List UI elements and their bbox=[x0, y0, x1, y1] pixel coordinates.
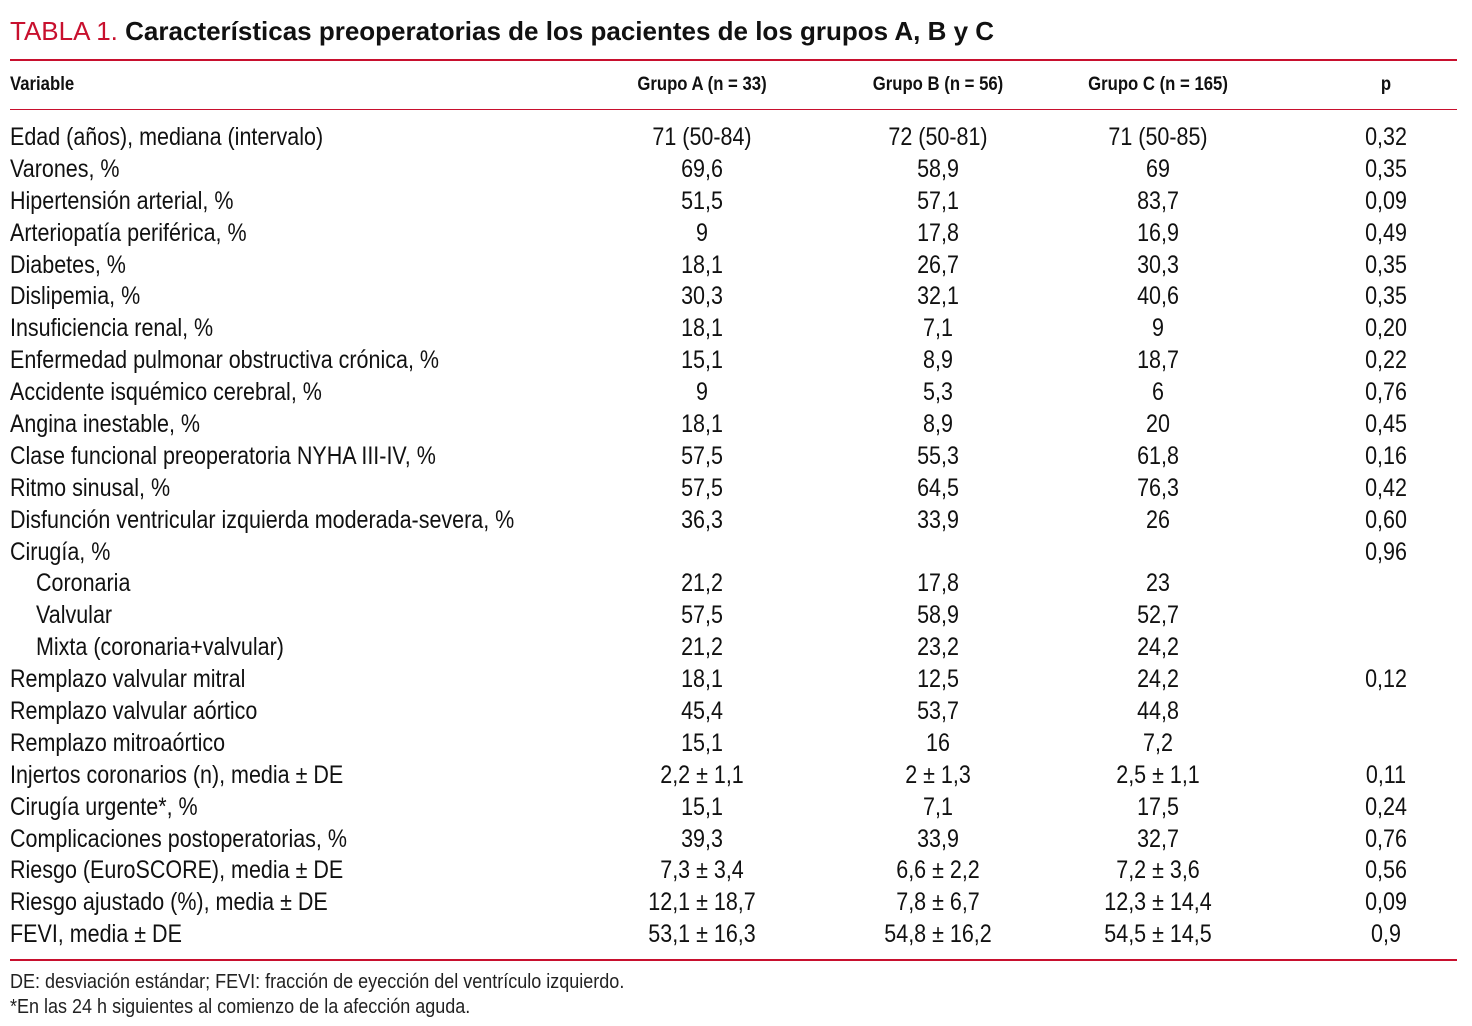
cell-group-a: 71 (50-84) bbox=[652, 123, 752, 151]
table-row bbox=[0, 886, 1472, 918]
cell-group-a: 15,1 bbox=[681, 792, 723, 821]
cell-group-a: 57,5 bbox=[681, 441, 723, 470]
row-label: Riesgo ajustado (%), media ± DE bbox=[10, 888, 328, 917]
cell-group-c: 52,7 bbox=[1137, 601, 1179, 630]
row-label: Complicaciones postoperatorias, % bbox=[10, 824, 347, 853]
table-row bbox=[0, 854, 1472, 886]
row-label: Remplazo valvular mitral bbox=[10, 665, 246, 694]
cell-group-c: 83,7 bbox=[1137, 186, 1179, 215]
cell-group-b: 7,8 ± 6,7 bbox=[896, 888, 980, 917]
cell-group-a: 21,2 bbox=[681, 569, 723, 598]
cell-p-value: 0,56 bbox=[1365, 856, 1407, 885]
cell-group-a: 57,5 bbox=[681, 473, 723, 502]
table-row bbox=[0, 504, 1472, 536]
cell-group-a: 51,5 bbox=[681, 186, 723, 215]
table-row bbox=[0, 344, 1472, 376]
cell-group-b: 33,9 bbox=[917, 824, 959, 853]
row-label: Remplazo mitroaórtico bbox=[10, 728, 226, 757]
cell-group-a: 53,1 ± 16,3 bbox=[648, 920, 756, 949]
cell-group-c: 7,2 bbox=[1143, 728, 1173, 757]
row-label: Varones, % bbox=[10, 154, 120, 183]
cell-group-b: 12,5 bbox=[917, 665, 959, 694]
cell-p-value: 0,11 bbox=[1365, 760, 1407, 789]
cell-p-value: 0,20 bbox=[1365, 314, 1407, 343]
row-label: Riesgo (EuroSCORE), media ± DE bbox=[10, 856, 344, 885]
cell-group-b: 16 bbox=[926, 728, 950, 757]
row-label: Edad (años), mediana (intervalo) bbox=[10, 123, 324, 151]
table-row bbox=[0, 823, 1472, 855]
table-row bbox=[0, 440, 1472, 472]
row-label: Hipertensión arterial, % bbox=[10, 186, 234, 215]
header-group-a: Grupo A (n = 33) bbox=[637, 74, 767, 95]
cell-group-a: 30,3 bbox=[681, 282, 723, 311]
cell-group-a: 69,6 bbox=[681, 154, 723, 183]
cell-group-c: 9 bbox=[1152, 314, 1164, 343]
footnote-urgent: *En las 24 h siguientes al comienzo de la afección aguda. bbox=[10, 996, 471, 1018]
cell-group-c: 61,8 bbox=[1137, 441, 1179, 470]
table-row bbox=[0, 727, 1472, 759]
cell-p-value: 0,76 bbox=[1365, 378, 1407, 407]
cell-group-c: 76,3 bbox=[1137, 473, 1179, 502]
footnotes bbox=[10, 970, 693, 1020]
table-row bbox=[0, 249, 1472, 281]
row-label: Injertos coronarios (n), media ± DE bbox=[10, 760, 344, 789]
cell-p-value: 0,45 bbox=[1365, 410, 1407, 439]
table-row bbox=[0, 918, 1472, 950]
cell-group-b: 17,8 bbox=[917, 569, 959, 598]
cell-p-value: 0,09 bbox=[1365, 888, 1407, 917]
cell-p-value: 0,42 bbox=[1365, 473, 1407, 502]
table-row bbox=[0, 759, 1472, 791]
cell-group-c: 44,8 bbox=[1137, 697, 1179, 726]
cell-group-c: 2,5 ± 1,1 bbox=[1116, 760, 1200, 789]
cell-group-a: 12,1 ± 18,7 bbox=[648, 888, 756, 917]
table-row bbox=[0, 121, 1472, 153]
cell-group-a: 18,1 bbox=[681, 250, 723, 279]
row-label: Mixta (coronaria+valvular) bbox=[36, 633, 284, 662]
cell-group-a: 7,3 ± 3,4 bbox=[660, 856, 744, 885]
cell-group-a: 21,2 bbox=[681, 633, 723, 662]
row-label: Disfunción ventricular izquierda moderada-severa, % bbox=[10, 505, 515, 534]
table-row bbox=[0, 217, 1472, 249]
cell-group-b: 32,1 bbox=[917, 282, 959, 311]
row-label: Coronaria bbox=[36, 569, 131, 598]
cell-group-c: 6 bbox=[1152, 378, 1164, 407]
cell-group-b: 2 ± 1,3 bbox=[905, 760, 971, 789]
table-row bbox=[0, 376, 1472, 408]
cell-group-b: 33,9 bbox=[917, 505, 959, 534]
cell-group-b: 6,6 ± 2,2 bbox=[896, 856, 980, 885]
cell-p-value: 0,60 bbox=[1365, 505, 1407, 534]
row-label: FEVI, media ± DE bbox=[10, 920, 182, 949]
table-title bbox=[10, 14, 994, 48]
table-row bbox=[0, 567, 1472, 599]
row-label: Cirugía, % bbox=[10, 537, 111, 566]
cell-group-a: 18,1 bbox=[681, 410, 723, 439]
table-caption: Características preoperatorias de los pacientes de los grupos A, B y C bbox=[125, 16, 995, 46]
cell-p-value: 0,96 bbox=[1365, 537, 1407, 566]
cell-group-a: 57,5 bbox=[681, 601, 723, 630]
cell-group-b: 23,2 bbox=[917, 633, 959, 662]
cell-group-c: 23 bbox=[1146, 569, 1170, 598]
cell-group-b: 8,9 bbox=[923, 410, 953, 439]
cell-group-a: 18,1 bbox=[681, 665, 723, 694]
cell-group-a: 9 bbox=[696, 218, 708, 247]
cell-group-b: 64,5 bbox=[917, 473, 959, 502]
cell-group-c: 54,5 ± 14,5 bbox=[1104, 920, 1212, 949]
header-variable: Variable bbox=[10, 74, 75, 95]
cell-group-b: 17,8 bbox=[917, 218, 959, 247]
cell-group-b: 72 (50-81) bbox=[888, 123, 988, 151]
cell-p-value: 0,9 bbox=[1371, 920, 1401, 949]
row-label: Valvular bbox=[36, 601, 113, 630]
table-row bbox=[0, 312, 1472, 344]
bottom-rule bbox=[10, 959, 1457, 961]
row-label: Insuficiencia renal, % bbox=[10, 314, 214, 343]
cell-p-value: 0,35 bbox=[1365, 250, 1407, 279]
cell-group-a: 9 bbox=[696, 378, 708, 407]
row-label: Remplazo valvular aórtico bbox=[10, 697, 258, 726]
cell-p-value: 0,76 bbox=[1365, 824, 1407, 853]
cell-group-c: 24,2 bbox=[1137, 633, 1179, 662]
row-label: Dislipemia, % bbox=[10, 282, 141, 311]
cell-p-value: 0,09 bbox=[1365, 186, 1407, 215]
row-label: Angina inestable, % bbox=[10, 410, 201, 439]
row-label: Enfermedad pulmonar obstructiva crónica, % bbox=[10, 346, 440, 375]
table-row bbox=[0, 472, 1472, 504]
table-row bbox=[0, 185, 1472, 217]
header-rule bbox=[10, 109, 1457, 110]
header-group-b: Grupo B (n = 56) bbox=[872, 74, 1004, 95]
cell-group-c: 69 bbox=[1146, 154, 1170, 183]
row-label: Arteriopatía periférica, % bbox=[10, 218, 247, 247]
cell-group-a: 39,3 bbox=[681, 824, 723, 853]
table-row bbox=[0, 695, 1472, 727]
cell-p-value: 0,22 bbox=[1365, 346, 1407, 375]
table-row bbox=[0, 791, 1472, 823]
header-group-c: Grupo C (n = 165) bbox=[1088, 74, 1228, 95]
cell-p-value: 0,35 bbox=[1365, 154, 1407, 183]
cell-p-value: 0,35 bbox=[1365, 282, 1407, 311]
cell-group-a: 36,3 bbox=[681, 505, 723, 534]
footnote-abbreviations: DE: desviación estándar; FEVI: fracción de eyección del ventrículo izquierdo. bbox=[10, 971, 625, 993]
cell-group-a: 45,4 bbox=[681, 697, 723, 726]
row-label: Accidente isquémico cerebral, % bbox=[10, 378, 322, 407]
table-row bbox=[0, 663, 1472, 695]
cell-group-c: 18,7 bbox=[1137, 346, 1179, 375]
table-row bbox=[0, 631, 1472, 663]
table-header bbox=[0, 66, 1472, 104]
cell-group-b: 5,3 bbox=[923, 378, 953, 407]
cell-p-value: 0,16 bbox=[1365, 441, 1407, 470]
cell-group-c: 24,2 bbox=[1137, 665, 1179, 694]
cell-p-value: 0,12 bbox=[1365, 665, 1407, 694]
table-row bbox=[0, 599, 1472, 631]
table-row bbox=[0, 536, 1472, 568]
cell-group-c: 7,2 ± 3,6 bbox=[1116, 856, 1200, 885]
row-label: Ritmo sinusal, % bbox=[10, 473, 171, 502]
row-label: Diabetes, % bbox=[10, 250, 126, 279]
header-p: p bbox=[1380, 74, 1392, 95]
cell-group-b: 26,7 bbox=[917, 250, 959, 279]
table-body bbox=[0, 121, 1472, 950]
cell-group-b: 53,7 bbox=[917, 697, 959, 726]
row-label: Cirugía urgente*, % bbox=[10, 792, 198, 821]
cell-group-b: 58,9 bbox=[917, 601, 959, 630]
cell-p-value: 0,49 bbox=[1365, 218, 1407, 247]
cell-p-value: 0,24 bbox=[1365, 792, 1407, 821]
cell-group-b: 7,1 bbox=[923, 314, 953, 343]
cell-group-c: 17,5 bbox=[1137, 792, 1179, 821]
cell-group-a: 15,1 bbox=[681, 728, 723, 757]
cell-group-c: 12,3 ± 14,4 bbox=[1104, 888, 1212, 917]
cell-group-c: 71 (50-85) bbox=[1108, 123, 1208, 151]
cell-group-c: 40,6 bbox=[1137, 282, 1179, 311]
row-label: Clase funcional preoperatoria NYHA III-IV, % bbox=[10, 441, 436, 470]
cell-group-b: 54,8 ± 16,2 bbox=[884, 920, 992, 949]
cell-group-a: 2,2 ± 1,1 bbox=[660, 760, 744, 789]
cell-group-b: 55,3 bbox=[917, 441, 959, 470]
cell-group-a: 15,1 bbox=[681, 346, 723, 375]
table-row bbox=[0, 408, 1472, 440]
cell-group-a: 18,1 bbox=[681, 314, 723, 343]
cell-group-b: 8,9 bbox=[923, 346, 953, 375]
cell-group-c: 26 bbox=[1146, 505, 1170, 534]
table-row bbox=[0, 280, 1472, 312]
cell-group-c: 32,7 bbox=[1137, 824, 1179, 853]
table-number: TABLA 1. bbox=[10, 16, 118, 46]
cell-group-c: 20 bbox=[1146, 410, 1170, 439]
top-rule bbox=[10, 59, 1457, 61]
cell-group-b: 57,1 bbox=[917, 186, 959, 215]
cell-group-b: 58,9 bbox=[917, 154, 959, 183]
cell-group-b: 7,1 bbox=[923, 792, 953, 821]
cell-group-c: 30,3 bbox=[1137, 250, 1179, 279]
cell-p-value: 0,32 bbox=[1365, 123, 1407, 151]
cell-group-c: 16,9 bbox=[1137, 218, 1179, 247]
table-row bbox=[0, 153, 1472, 185]
